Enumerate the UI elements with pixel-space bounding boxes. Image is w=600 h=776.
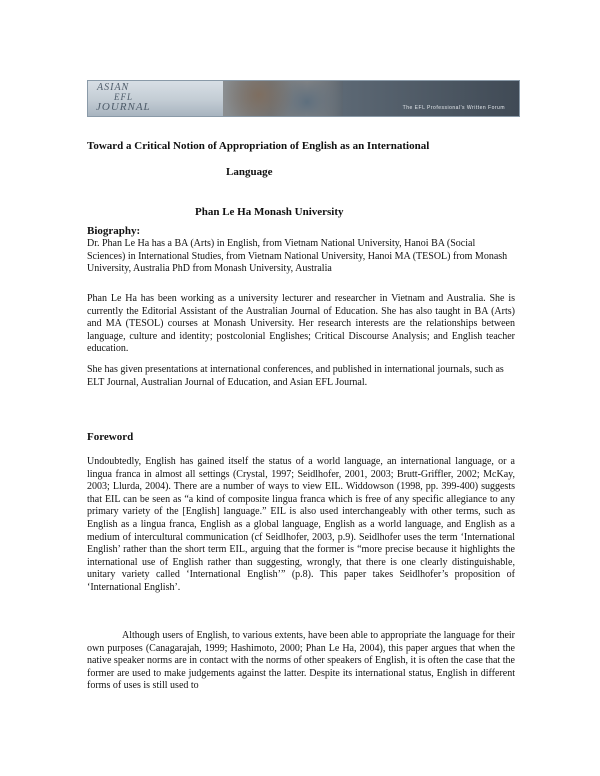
logo-word-journal: JOURNAL	[96, 101, 151, 113]
biography-paragraph-1: Dr. Phan Le Ha has a BA (Arts) in English, from Vietnam National University, Hanoi BA (Social Sciences) in International Studies, from Vietnam National University, Hanoi MA (TESOL) from Monash University, Australia PhD from Monash University, Australia	[87, 238, 508, 275]
logo-word-efl: EFL	[114, 92, 134, 102]
foreword-heading: Foreword	[87, 431, 134, 443]
biography-paragraph-2: Phan Le Ha has been working as a university lecturer and researcher in Vietnam and Australia. She is currently the Editorial Assistant of the Australian Journal of Education. She has also taught in BA (Arts) and MA (TESOL) courses at Monash University. Her research interests are the relationships between language, culture and identity; postcolonial Englishes; Critical Discourse Analysis; and English teacher education.	[87, 293, 515, 355]
author-affiliation: Phan Le Ha Monash University	[195, 206, 344, 218]
logo-word-asian: ASIAN	[97, 82, 130, 93]
biography-paragraph-3: She has given presentations at international conferences, and published in international journals, such as ELT Journal, Australian Journal of Education, and Asian EFL Journal.	[87, 364, 504, 388]
journal-logo	[88, 81, 223, 116]
journal-banner	[87, 80, 520, 117]
banner-artwork	[223, 81, 343, 116]
paper-title-line-2: Language	[226, 166, 273, 178]
paper-title-line-1: Toward a Critical Notion of Appropriation of English as an International	[87, 140, 430, 152]
biography-heading: Biography:	[87, 225, 141, 237]
banner-tagline: The EFL Professional's Written Forum	[402, 105, 505, 111]
banner-tagline-area	[343, 81, 519, 116]
foreword-paragraph-2: Although users of English, to various extents, have been able to appropriate the language for their own purposes (Canagarajah, 1999; Hashimoto, 2000; Phan Le Ha, 2004), this paper argues that when the native speaker norms are in contact with the norms of other speakers of English, it is often the case that the former are used to make judgements against the latter. Despite its international status, English in different forms of uses is still used to	[87, 630, 515, 692]
foreword-paragraph-1: Undoubtedly, English has gained itself the status of a world language, an international language, or a lingua franca in almost all settings (Crystal, 1997; Seidlhofer, 2001, 2003; Brutt-Griffler, 2002; McKay, 2003; Llurda, 2004). There are a number of ways to view EIL. Widdowson (1998, pp. 399-400) suggests that EIL can be seen as “a kind of composite lingua franca which is free of any specific allegiance to any primary variety of the [English] language.” EIL is also used interchangeably with other terms, such as English as a lingua franca, English as a global language, English as a world language, and English as a medium of intercultural communication (cf Seidlhofer, 2003, p.9). Seidlhofer uses the term ‘International English’ rather than the short term EIL, arguing that the former is “more precise because it highlights the international use of English rather than suggesting, wrongly, that there is one clearly distinguishable, unitary variety called ‘International English’” (p.8). This paper takes Seidlhofer’s proposition of ‘International English’.	[87, 456, 515, 593]
